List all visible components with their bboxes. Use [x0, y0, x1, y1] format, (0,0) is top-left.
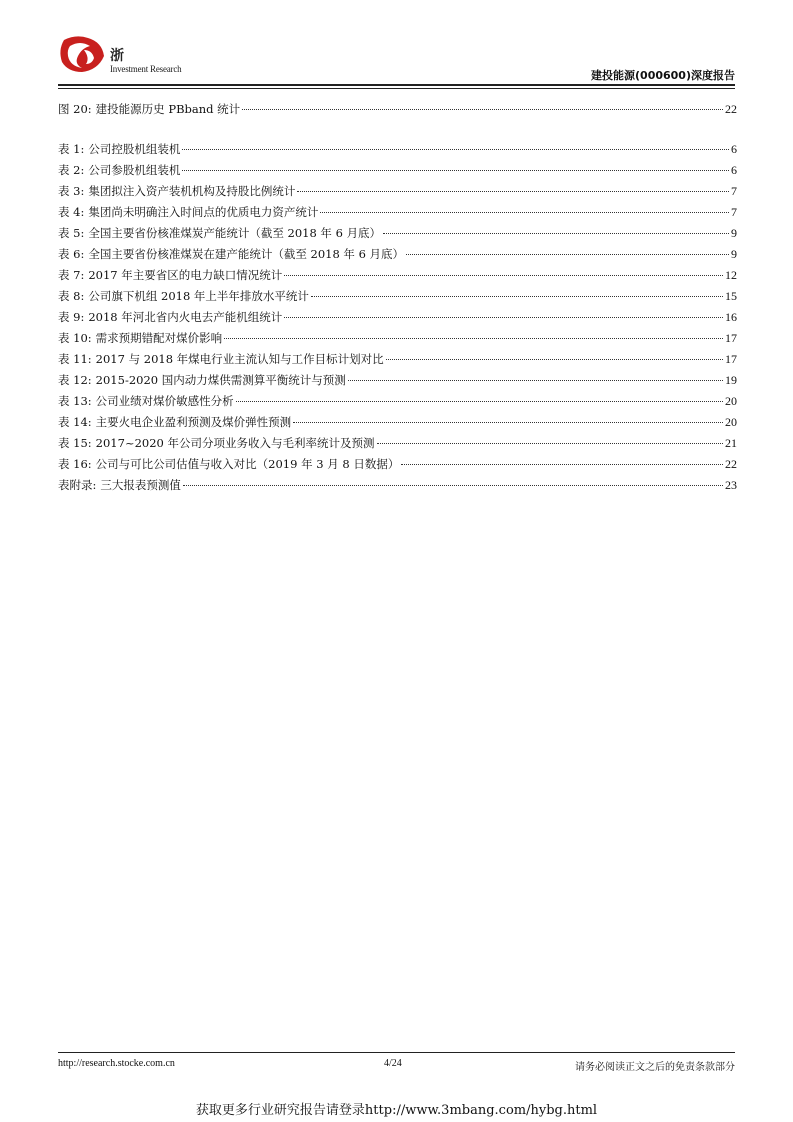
logo-english-text: Investment Research — [110, 64, 182, 74]
toc-dot-leader — [383, 233, 729, 234]
toc-dot-leader — [182, 170, 729, 171]
toc-item-page: 15 — [725, 289, 737, 303]
toc-item-title: 集团尚未明确注入时间点的优质电力资产统计 — [88, 205, 319, 219]
logo-mark-icon — [58, 34, 106, 74]
toc-item-title: 2018 年河北省内火电去产能机组统计 — [88, 310, 283, 324]
toc-item-title: 2017~2020 年公司分项业务收入与毛利率统计及预测 — [95, 436, 375, 450]
toc-table-row[interactable] — [58, 370, 737, 391]
toc-item-page: 20 — [725, 394, 737, 408]
toc-item-page: 6 — [731, 163, 737, 177]
toc-item-title: 需求预期错配对煤价影响 — [95, 331, 223, 345]
toc-table-row[interactable] — [58, 139, 737, 160]
toc-item-title: 2017 年主要省区的电力缺口情况统计 — [88, 268, 283, 282]
toc-dot-leader — [182, 149, 729, 150]
toc-item-title: 集团拟注入资产装机机构及持股比例统计 — [88, 184, 296, 198]
promo-banner-text[interactable]: 获取更多行业研究报告请登录http://www.3mbang.com/hybg.html — [195, 1103, 598, 1118]
toc-table-row[interactable] — [58, 433, 737, 454]
toc-dot-leader — [348, 380, 723, 381]
toc-item-title: 2015-2020 国内动力煤供需测算平衡统计与预测 — [95, 373, 346, 387]
toc-dot-leader — [224, 338, 723, 339]
toc-item-title: 公司参股机组装机 — [88, 163, 181, 177]
toc-table-row[interactable] — [58, 391, 737, 412]
toc-dot-leader — [311, 296, 723, 297]
header-divider — [58, 84, 735, 86]
toc-item-number: 表 9: — [58, 310, 85, 324]
toc-item-number: 表 4: — [58, 205, 85, 219]
toc-table-row[interactable] — [58, 307, 737, 328]
toc-item-number: 表 6: — [58, 247, 85, 261]
toc-item-title: 公司旗下机组 2018 年上半年排放水平统计 — [88, 289, 309, 303]
toc-item-number: 表 3: — [58, 184, 85, 198]
toc-dot-leader — [183, 485, 723, 486]
toc-dot-leader — [377, 443, 724, 444]
toc-tables-list — [58, 139, 737, 496]
toc-item-page: 23 — [725, 478, 737, 492]
toc-item-number: 表附录: — [58, 478, 97, 492]
toc-item-title: 主要火电企业盈利预测及煤价弹性预测 — [95, 415, 292, 429]
toc-item-title: 公司业绩对煤价敏感性分析 — [95, 394, 234, 408]
toc-table-row[interactable] — [58, 454, 737, 475]
toc-table-row[interactable] — [58, 223, 737, 244]
toc-dot-leader — [284, 275, 723, 276]
toc-item-number: 表 7: — [58, 268, 85, 282]
toc-item-title: 建投能源历史 PBband 统计 — [95, 102, 241, 116]
toc-table-row[interactable] — [58, 475, 737, 496]
toc-item-title: 2017 与 2018 年煤电行业主流认知与工作目标计划对比 — [95, 352, 384, 366]
toc-item-number: 表 8: — [58, 289, 85, 303]
toc-dot-leader — [406, 254, 729, 255]
logo-chinese-text: 浙 — [110, 48, 124, 64]
footer-disclaimer: 请务必阅读正文之后的免责条款部分 — [575, 1062, 735, 1073]
toc-item-page: 12 — [725, 268, 737, 282]
toc-item-number: 表 13: — [58, 394, 92, 408]
toc-table-row[interactable] — [58, 265, 737, 286]
toc-section-gap — [58, 120, 737, 139]
toc-item-number: 表 10: — [58, 331, 92, 345]
toc-table-row[interactable] — [58, 202, 737, 223]
toc-table-row[interactable] — [58, 160, 737, 181]
toc-item-title: 全国主要省份核准煤炭产能统计（截至 2018 年 6 月底） — [88, 226, 382, 240]
toc-item-title: 公司控股机组装机 — [88, 142, 181, 156]
footer-page-number: 4/24 — [384, 1058, 402, 1069]
toc-item-number: 表 15: — [58, 436, 92, 450]
toc-item-title: 全国主要省份核准煤炭在建产能统计（截至 2018 年 6 月底） — [88, 247, 405, 261]
table-of-contents — [58, 99, 737, 496]
toc-item-page: 22 — [725, 102, 737, 116]
toc-dot-leader — [401, 464, 723, 465]
toc-item-page: 6 — [731, 142, 737, 156]
toc-item-page: 9 — [731, 247, 737, 261]
toc-item-number: 表 1: — [58, 142, 85, 156]
toc-figure-row[interactable] — [58, 99, 737, 120]
toc-dot-leader — [284, 317, 723, 318]
toc-table-row[interactable] — [58, 349, 737, 370]
toc-dot-leader — [236, 401, 723, 402]
toc-item-number: 表 12: — [58, 373, 92, 387]
toc-dot-leader — [293, 422, 723, 423]
footer-divider — [58, 1052, 735, 1053]
toc-table-row[interactable] — [58, 244, 737, 265]
toc-dot-leader — [386, 359, 723, 360]
toc-item-title: 公司与可比公司估值与收入对比（2019 年 3 月 8 日数据） — [95, 457, 400, 471]
toc-dot-leader — [242, 109, 723, 110]
toc-item-title: 三大报表预测值 — [100, 478, 181, 492]
toc-table-row[interactable] — [58, 328, 737, 349]
toc-item-page: 22 — [725, 457, 737, 471]
toc-item-page: 17 — [725, 331, 737, 345]
toc-table-row[interactable] — [58, 181, 737, 202]
header-divider-thin — [58, 88, 735, 89]
footer-url[interactable]: http://research.stocke.com.cn — [58, 1058, 175, 1069]
toc-item-page: 16 — [725, 310, 737, 324]
report-title: 建投能源(000600)深度报告 — [591, 69, 735, 82]
toc-item-number: 表 14: — [58, 415, 92, 429]
toc-item-page: 19 — [725, 373, 737, 387]
toc-item-number: 表 11: — [58, 352, 92, 366]
toc-item-page: 9 — [731, 226, 737, 240]
toc-item-page: 20 — [725, 415, 737, 429]
toc-table-row[interactable] — [58, 412, 737, 433]
toc-item-number: 表 2: — [58, 163, 85, 177]
toc-item-page: 21 — [725, 436, 737, 450]
toc-table-row[interactable] — [58, 286, 737, 307]
toc-item-page: 17 — [725, 352, 737, 366]
toc-item-number: 图 20: — [58, 102, 92, 116]
toc-dot-leader — [320, 212, 729, 213]
toc-item-page: 7 — [731, 205, 737, 219]
toc-item-number: 表 5: — [58, 226, 85, 240]
toc-dot-leader — [297, 191, 729, 192]
toc-item-page: 7 — [731, 184, 737, 198]
toc-item-number: 表 16: — [58, 457, 92, 471]
